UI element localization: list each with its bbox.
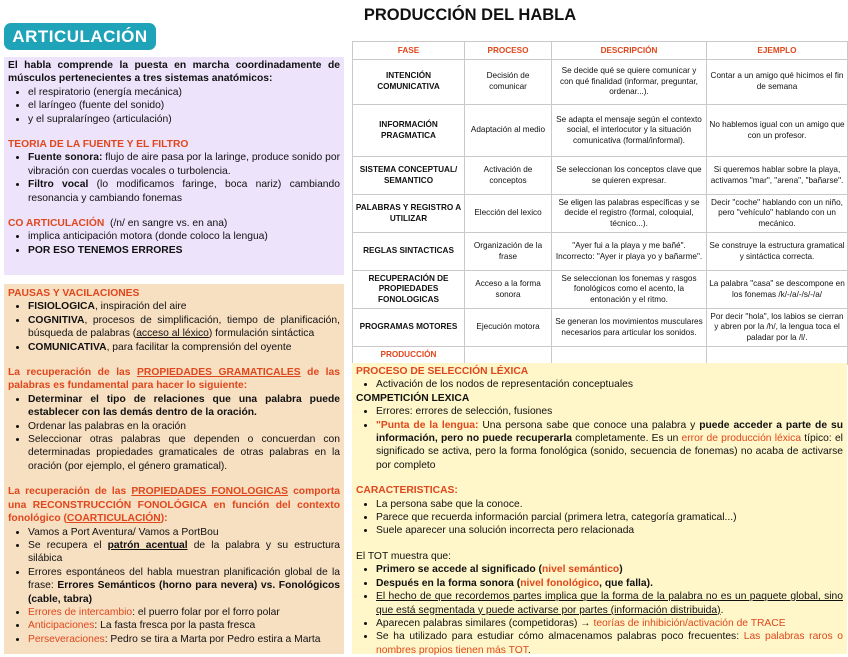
pauses-list: [8, 300, 340, 354]
articulation-panel: [4, 57, 344, 275]
lexical-competition-title: COMPETICIÓN LEXICA: [356, 392, 470, 404]
table-cell: SISTEMA CONCEPTUAL/ SEMANTICO: [353, 157, 465, 195]
title-badge: [4, 23, 156, 50]
list-item: • el respiratorio (energía mecánica): [28, 86, 340, 99]
table-cell: "Ayer fui a la playa y me bañé". Incorrecto: "Ayer ir playa yo y bañarme".: [552, 233, 707, 271]
lexical-selection-panel: [352, 363, 847, 654]
title-badge-label: ARTICULACIÓN: [12, 26, 148, 46]
list-item: • El hecho de que recordemos partes implica que la forma de la palabra no es un paquete global, sino que está segmentada y puede activarse por partes (información distribuida).: [376, 590, 843, 617]
list-item: • Errores: errores de selección, fusiones: [376, 405, 843, 418]
table-cell: [465, 347, 552, 365]
table-cell: Acceso a la forma sonora: [465, 271, 552, 309]
table-row: [353, 347, 848, 365]
list-item: • Después en la forma sonora (nivel fonológico, que falla).: [376, 577, 843, 590]
list-item: • Fuente sonora: flujo de aire pasa por la laringe, produce sonido por vibración con cuerdas vocales o turbolencia.: [28, 151, 340, 178]
list-item: • Anticipaciones: La fasta fresca por la pasta fresca: [28, 619, 340, 632]
list-item: • Errores espontáneos del habla muestran planificación global de la frase: Errores Semánticos (horno para nevera) vs. Fonológicos (cable, tabra): [28, 566, 340, 606]
table-cell: INFORMACIÓN PRAGMATICA: [353, 105, 465, 157]
list-item: • COGNITIVA, procesos de simplificación, tiempo de planificación, búsqueda de palabras (acceso al léxico) formulación sintáctica: [28, 314, 340, 341]
table-cell: RECUPERACIÓN DE PROPIEDADES FONOLOGICAS: [353, 271, 465, 309]
table-cell: [552, 347, 707, 365]
table-header-row: [353, 42, 848, 60]
theory-list: [8, 151, 340, 205]
table-cell: [707, 347, 848, 365]
list-item: • y el supralaríngeo (articulación): [28, 113, 340, 126]
table-cell: PRODUCCIÓN: [353, 347, 465, 365]
speech-production-table: [352, 41, 848, 365]
table-cell: Elección del lexico: [465, 195, 552, 233]
list-item: • COMUNICATIVA, para facilitar la comprensión del oyente: [28, 341, 340, 354]
characteristics-title: CARACTERISTICAS:: [356, 485, 458, 497]
table-cell: Se generan los movimientos musculares necesarios para articular los sonidos.: [552, 309, 707, 347]
table-row: [353, 157, 848, 195]
table-cell: Se seleccionan los conceptos clave que se quieren expresar.: [552, 157, 707, 195]
table-row: [353, 233, 848, 271]
column-header: EJEMPLO: [707, 42, 848, 60]
coarticulation-title: CO ARTICULACIÓN (/n/ en sangre vs. en ana): [8, 218, 228, 230]
table-cell: La palabra "casa" se descompone en los fonemas /k/-/a/-/s/-/a/: [707, 271, 848, 309]
column-header: FASE: [353, 42, 465, 60]
list-item: • Parece que recuerda información parcial (primera letra, categoría gramatical...): [376, 511, 843, 524]
list-item: • Vamos a Port Aventura/ Vamos a PortBou: [28, 526, 340, 539]
list-item: • Activación de los nodos de representación conceptuales: [376, 378, 843, 391]
list-item: • FISIOLOGICA, inspiración del aire: [28, 300, 340, 313]
table-cell: Por decir "hola", los labios se cierran y abren por la /h/, la lengua toca el paladar por la /l/.: [707, 309, 848, 347]
table-cell: Si queremos hablar sobre la playa, activamos "mar", "arena", "bañarse".: [707, 157, 848, 195]
list-item: • POR ESO TENEMOS ERRORES: [28, 244, 340, 257]
systems-list: [8, 86, 340, 126]
list-item: • Se recupera el patrón acentual de la palabra y su estructura silábica: [28, 539, 340, 566]
phonological-properties-heading: La recuperación de las PROPIEDADES FONOLOGICAS comporta una RECONSTRUCCIÓN FONOLÓGICA en función del contexto fonológico (COARTICULACIÓN):: [8, 486, 340, 525]
table-row: [353, 195, 848, 233]
table-cell: REGLAS SINTACTICAS: [353, 233, 465, 271]
table-cell: No hablemos igual con un amigo que con un profesor.: [707, 105, 848, 157]
table-cell: Activación de conceptos: [465, 157, 552, 195]
list-item: • La persona sabe que la conoce.: [376, 498, 843, 511]
theory-title: TEORIA DE LA FUENTE Y EL FILTRO: [8, 139, 189, 151]
list-item: • "Punta de la lengua: Una persona sabe que conoce una palabra y puede acceder a parte de su información, pero no puede recuperarla completamente. Es un error de producción léxica típico: el significado se activa, pero la forma fonológica (sonido, secuencia de fonemas) no acaba de activarse por completo: [376, 419, 843, 473]
list-item: • Suele aparecer una solución incorrecta pero relacionada: [376, 524, 843, 537]
table-row: [353, 271, 848, 309]
tot-intro: El TOT muestra que:: [356, 550, 452, 562]
table-cell: PALABRAS Y REGISTRO A UTILIZAR: [353, 195, 465, 233]
intro-text: El habla comprende la puesta en marcha coordinadamente de músculos pertenecientes a tres sistemas anatómicos:: [8, 60, 340, 85]
list-item: • Ordenar las palabras en la oración: [28, 420, 340, 433]
list-item: • Filtro vocal (lo modificamos faringe, boca nariz) cambiando resonancia y cambiando fonemas: [28, 178, 340, 205]
list-item: • Determinar el tipo de relaciones que una palabra puede establecer con las demás dentro de la oración.: [28, 393, 340, 420]
table-cell: Ejecución motora: [465, 309, 552, 347]
lexical-competition-list: [356, 405, 843, 472]
table-cell: Contar a un amigo qué hicimos el fin de semana: [707, 60, 848, 105]
table-cell: Se seleccionan los fonemas y rasgos fonológicos como el acento, la entonación y el ritmo.: [552, 271, 707, 309]
column-header: PROCESO: [465, 42, 552, 60]
column-header: DESCRIPCIÓN: [552, 42, 707, 60]
list-item: • implica anticipación motora (donde coloco la lengua): [28, 230, 340, 243]
table-cell: Decir "coche" hablando con un niño, pero "vehículo" hablando con un mecánico.: [707, 195, 848, 233]
phonological-list: [8, 526, 340, 647]
list-item: • Errores de intercambio: el puerro folar por el forro polar: [28, 606, 340, 619]
table-cell: Se adapta el mensaje según el contexto social, el interlocutor y la situación comunicativa (formal/informal).: [552, 105, 707, 157]
table-cell: Se eligen las palabras específicas y se decide el registro (formal, coloquial, técnico...).: [552, 195, 707, 233]
table-row: [353, 105, 848, 157]
table-row: [353, 309, 848, 347]
table-cell: PROGRAMAS MOTORES: [353, 309, 465, 347]
characteristics-list: [356, 498, 843, 538]
list-item: • Primero se accede al significado (nivel semántico): [376, 563, 843, 576]
table-cell: INTENCIÓN COMUNICATIVA: [353, 60, 465, 105]
table-row: [353, 60, 848, 105]
list-item: • Se ha utilizado para estudiar cómo almacenamos palabras poco frecuentes: Las palabras raros o nombres propios tienen más TOT.: [376, 630, 843, 657]
table-cell: Adaptación al medio: [465, 105, 552, 157]
list-item: • Seleccionar otras palabras que dependen o concuerdan con determinadas propiedades gramaticales de otras palabras en la oración (por ejemplo, el género gramatical).: [28, 433, 340, 473]
lexical-selection-list: [356, 378, 843, 391]
list-item: • Aparecen palabras similares (competidoras) → teorías de inhibición/activación de TRACE: [376, 617, 843, 630]
list-item: • Perseveraciones: Pedro se tira a Marta por Pedro estira a Marta: [28, 633, 340, 646]
table-cell: Decisión de comunicar: [465, 60, 552, 105]
table-cell: Se construye la estructura gramatical y sintáctica correcta.: [707, 233, 848, 271]
pauses-title: PAUSAS Y VACILACIONES: [8, 288, 140, 299]
grammatical-list: [8, 393, 340, 473]
lexical-selection-title: PROCESO DE SELECCIÓN LÉXICA: [356, 366, 529, 377]
grammatical-properties-heading: La recuperación de las PROPIEDADES GRAMATICALES de las palabras es fundamental para hacer lo siguiente:: [8, 367, 340, 392]
table-cell: Se decide qué se quiere comunicar y con qué finalidad (informar, preguntar, ordenar...).: [552, 60, 707, 105]
page-title: PRODUCCIÓN DEL HABLA: [363, 6, 577, 24]
pauses-panel: [4, 284, 344, 654]
coarticulation-list: [8, 230, 340, 257]
list-item: • el laríngeo (fuente del sonido): [28, 99, 340, 112]
tot-list: [356, 563, 843, 657]
table-cell: Organización de la frase: [465, 233, 552, 271]
